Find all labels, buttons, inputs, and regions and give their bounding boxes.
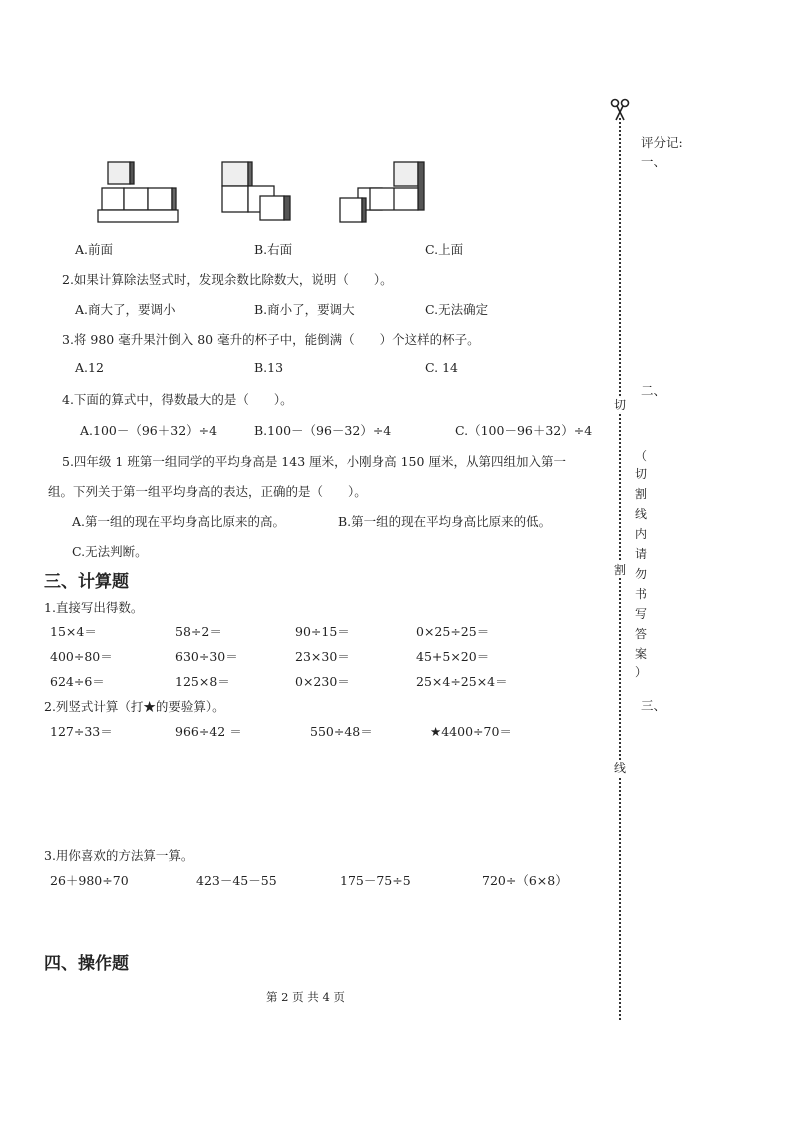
q3-option-c: C. 14	[425, 360, 458, 375]
q4-stem: 4.下面的算式中，得数最大的是（ ）。	[62, 392, 293, 407]
cut-char-2: 割	[613, 563, 626, 577]
notice-char-5: 内	[634, 527, 647, 541]
notice-char-2: 切	[634, 467, 647, 481]
notice-char-8: 书	[634, 587, 647, 601]
calc-2-1: 400÷80＝	[50, 649, 113, 664]
notice-char-11: 案	[634, 647, 647, 661]
calc-1-2: 58÷2＝	[175, 624, 222, 639]
vertical-calc-3: 550÷48＝	[310, 724, 373, 739]
q1-option-b: B.右面	[254, 242, 293, 257]
score-label: 评分记:	[641, 135, 683, 150]
cube-figure-top	[334, 158, 434, 224]
calc-3-2: 125×8＝	[175, 674, 230, 689]
calc-3-4: 25×4÷25×4＝	[416, 674, 508, 689]
q2-stem: 2.如果计算除法竖式时，发现余数比除数大，说明（ ）。	[62, 272, 393, 287]
q1-option-a: A.前面	[75, 242, 114, 257]
cube-figure-front	[94, 158, 184, 224]
q5-option-c: C.无法判断。	[72, 544, 148, 559]
notice-char-12: ）	[634, 665, 647, 679]
notice-char-3: 割	[634, 487, 647, 501]
calc-2-3: 23×30＝	[295, 649, 350, 664]
vertical-calc-2: 966÷42 ＝	[175, 724, 242, 739]
section3-sub2: 2.列竖式计算（打★的要验算）。	[44, 699, 225, 714]
method-calc-1: 26＋980÷70	[50, 873, 129, 888]
vertical-calc-4: ★4400÷70＝	[430, 724, 512, 739]
cut-char-3: 线	[613, 761, 626, 775]
q3-stem: 3.将 980 毫升果汁倒入 80 毫升的杯子中，能倒满（ ）个这样的杯子。	[62, 332, 480, 347]
notice-char-9: 写	[634, 607, 647, 621]
q4-option-b: B.100－（96－32）÷4	[254, 423, 392, 438]
score-mark-1: 一、	[641, 154, 667, 169]
q5-option-a: A.第一组的现在平均身高比原来的高。	[72, 514, 286, 529]
calc-3-1: 624÷6＝	[50, 674, 105, 689]
notice-char-1: （	[634, 449, 647, 463]
q3-option-b: B.13	[254, 360, 284, 375]
q4-option-c: C.（100－96＋32）÷4	[455, 423, 593, 438]
section3-sub3: 3.用你喜欢的方法算一算。	[44, 848, 194, 863]
method-calc-3: 175－75÷5	[340, 873, 411, 888]
q2-option-c: C.无法确定	[425, 302, 489, 317]
section4-title: 四、操作题	[44, 954, 129, 974]
q3-option-a: A.12	[75, 360, 104, 375]
notice-char-6: 请	[634, 547, 647, 561]
calc-1-3: 90÷15＝	[295, 624, 350, 639]
vertical-calc-1: 127÷33＝	[50, 724, 113, 739]
calc-1-1: 15×4＝	[50, 624, 97, 639]
notice-char-7: 勿	[634, 567, 647, 581]
score-mark-3: 三、	[641, 698, 667, 713]
calc-3-3: 0×230＝	[295, 674, 350, 689]
notice-char-10: 答	[634, 627, 647, 641]
q1-option-c: C.上面	[425, 242, 464, 257]
section3-sub1: 1.直接写出得数。	[44, 600, 144, 615]
q2-option-a: A.商大了，要调小	[75, 302, 176, 317]
page-footer: 第 2 页 共 4 页	[266, 990, 345, 1004]
calc-1-4: 0×25÷25＝	[416, 624, 490, 639]
q4-option-a: A.100－（96＋32）÷4	[80, 423, 218, 438]
calc-2-2: 630÷30＝	[175, 649, 238, 664]
score-mark-2: 二、	[641, 383, 667, 398]
method-calc-2: 423－45－55	[196, 873, 277, 888]
method-calc-4: 720÷（6×8）	[482, 873, 568, 888]
cut-char-1: 切	[613, 398, 626, 412]
notice-char-4: 线	[634, 507, 647, 521]
q2-option-b: B.商小了，要调大	[254, 302, 355, 317]
calc-2-4: 45+5×20＝	[416, 649, 490, 664]
q5-option-b: B.第一组的现在平均身高比原来的低。	[338, 514, 552, 529]
q5-stem-line2: 组。下列关于第一组平均身高的表达，正确的是（ ）。	[48, 484, 367, 499]
q5-stem-line1: 5.四年级 1 班第一组同学的平均身高是 143 厘米，小刚身高 150 厘米，从第四组加入第一	[62, 454, 566, 469]
section3-title: 三、计算题	[44, 572, 129, 592]
cube-figure-right	[214, 158, 304, 224]
